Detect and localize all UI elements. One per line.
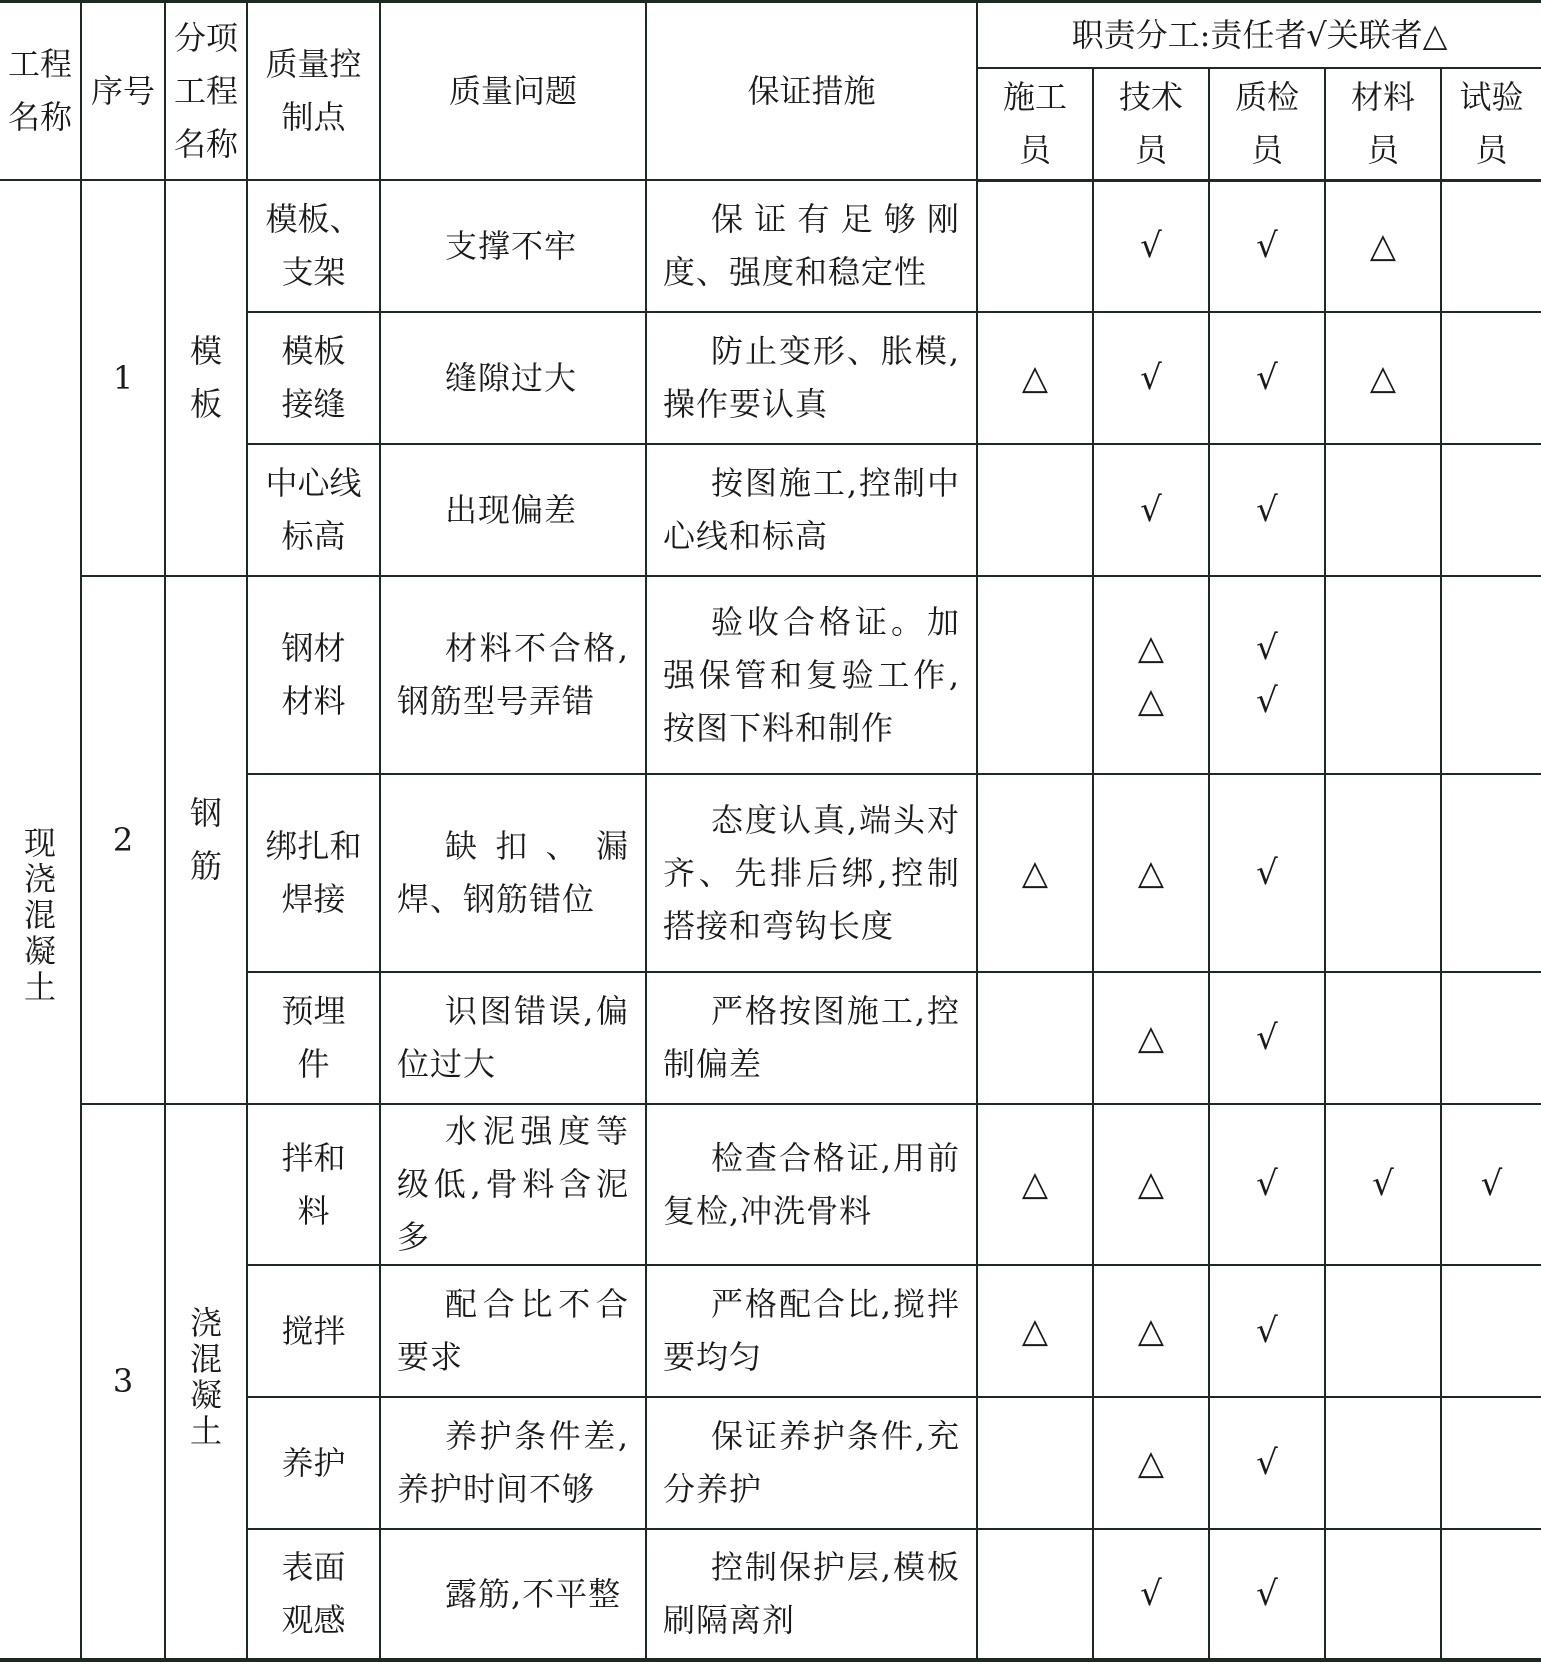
measure-cell: 保证有足够刚度、强度和稳定性 <box>646 180 977 312</box>
mark-cell-testing <box>1441 1529 1541 1660</box>
mark-cell-testing <box>1441 1397 1541 1529</box>
control-point-cell: 拌和料 <box>247 1104 380 1265</box>
mark-cell-construction <box>977 180 1093 312</box>
related-triangle-mark: △ <box>1137 681 1165 721</box>
mark-cell-testing <box>1441 1265 1541 1397</box>
mark-cell-material <box>1325 972 1441 1104</box>
mark-cell-construction <box>977 774 1093 972</box>
measure-cell: 防止变形、胀模,操作要认真 <box>646 312 977 444</box>
table-row <box>0 576 1541 774</box>
responsible-check-mark: √ <box>1256 1164 1278 1204</box>
header-row-1 <box>0 2 1541 69</box>
mark-cell-technical <box>1093 1265 1209 1397</box>
quality-issue-cell: 缝隙过大 <box>380 312 646 444</box>
control-point-cell: 预埋件 <box>247 972 380 1104</box>
related-triangle-mark: △ <box>1021 1164 1049 1204</box>
control-point-cell: 搅拌 <box>247 1265 380 1397</box>
mark-cell-technical <box>1093 1397 1209 1529</box>
group-name-cell: 浇混凝土 <box>165 1104 247 1660</box>
measure-cell: 严格配合比,搅拌要均匀 <box>646 1265 977 1397</box>
related-triangle-mark: △ <box>1021 852 1049 893</box>
responsible-check-mark: √ <box>1256 681 1278 721</box>
group-seq-cell: 1 <box>81 180 165 576</box>
measure-cell: 控制保护层,模板刷隔离剂 <box>646 1529 977 1660</box>
related-triangle-mark: △ <box>1137 852 1165 893</box>
header-role-inspector: 质检员 <box>1209 68 1325 180</box>
related-triangle-mark: △ <box>1137 1310 1165 1351</box>
measure-cell: 严格按图施工,控制偏差 <box>646 972 977 1104</box>
quality-issue-cell: 支撑不牢 <box>380 180 646 312</box>
table-row <box>0 180 1541 312</box>
header-role-testing: 试验员 <box>1441 68 1541 180</box>
table-row <box>0 1104 1541 1265</box>
quality-issue-cell: 出现偏差 <box>380 444 646 576</box>
header-role-technical: 技术员 <box>1093 68 1209 180</box>
mark-cell-construction <box>977 576 1093 774</box>
mark-cell-technical <box>1093 972 1209 1104</box>
control-point-cell: 养护 <box>247 1397 380 1529</box>
mark-cell-construction <box>977 1265 1093 1397</box>
mark-cell-material <box>1325 774 1441 972</box>
mark-cell-construction <box>977 1397 1093 1529</box>
mark-cell-material <box>1325 312 1441 444</box>
control-point-cell: 绑扎和焊接 <box>247 774 380 972</box>
responsible-check-mark: √ <box>1140 357 1162 398</box>
mark-cell-technical <box>1093 576 1209 774</box>
header-project-name: 工程名称 <box>0 2 81 181</box>
mark-cell-material <box>1325 444 1441 576</box>
quality-issue-cell: 配合比不合要求 <box>380 1265 646 1397</box>
mark-cell-inspector <box>1209 312 1325 444</box>
header-seq: 序号 <box>81 2 165 181</box>
related-triangle-mark: △ <box>1021 1310 1049 1351</box>
responsible-check-mark: √ <box>1256 1442 1278 1483</box>
mark-cell-technical <box>1093 180 1209 312</box>
header-sub-project: 分项工程名称 <box>165 2 247 181</box>
mark-cell-testing <box>1441 972 1541 1104</box>
mark-cell-technical <box>1093 444 1209 576</box>
mark-cell-technical <box>1093 774 1209 972</box>
related-triangle-mark: △ <box>1137 1164 1165 1204</box>
group-seq-cell: 3 <box>81 1104 165 1660</box>
mark-cell-technical <box>1093 1529 1209 1660</box>
responsible-check-mark: √ <box>1256 357 1278 398</box>
mark-cell-testing <box>1441 774 1541 972</box>
mark-cell-testing <box>1441 180 1541 312</box>
mark-cell-technical <box>1093 1104 1209 1265</box>
control-point-cell: 模板、支架 <box>247 180 380 312</box>
mark-cell-testing <box>1441 312 1541 444</box>
mark-cell-testing <box>1441 576 1541 774</box>
quality-issue-cell: 缺扣、漏焊、钢筋错位 <box>380 774 646 972</box>
responsible-check-mark: √ <box>1256 628 1278 668</box>
mark-cell-inspector <box>1209 180 1325 312</box>
group-name-cell: 钢筋 <box>165 576 247 1104</box>
mark-cell-construction <box>977 312 1093 444</box>
header-measures: 保证措施 <box>646 2 977 181</box>
mark-cell-construction <box>977 1104 1093 1265</box>
quality-issue-cell: 水泥强度等级低,骨料含泥多 <box>380 1104 646 1265</box>
measure-cell: 按图施工,控制中心线和标高 <box>646 444 977 576</box>
mark-cell-inspector <box>1209 1397 1325 1529</box>
mark-cell-inspector <box>1209 1529 1325 1660</box>
mark-cell-inspector <box>1209 774 1325 972</box>
group-seq-cell: 2 <box>81 576 165 1104</box>
header-responsibility: 职责分工:责任者√关联者△ <box>977 2 1541 69</box>
related-triangle-mark: △ <box>1021 357 1049 398</box>
header-issue: 质量问题 <box>380 2 646 181</box>
responsible-check-mark: √ <box>1256 1573 1278 1614</box>
related-triangle-mark: △ <box>1137 1017 1165 1058</box>
mark-cell-material <box>1325 576 1441 774</box>
header-role-material: 材料员 <box>1325 68 1441 180</box>
quality-issue-cell: 识图错误,偏位过大 <box>380 972 646 1104</box>
mark-cell-inspector <box>1209 444 1325 576</box>
mark-cell-construction <box>977 1529 1093 1660</box>
mark-cell-testing <box>1441 1104 1541 1265</box>
mark-cell-material <box>1325 1265 1441 1397</box>
quality-issue-cell: 材料不合格,钢筋型号弄错 <box>380 576 646 774</box>
responsible-check-mark: √ <box>1256 1310 1278 1351</box>
responsible-check-mark: √ <box>1256 852 1278 893</box>
project-name-cell: 现浇混凝土 <box>0 180 81 1660</box>
mark-cell-construction <box>977 972 1093 1104</box>
quality-issue-cell: 露筋,不平整 <box>380 1529 646 1660</box>
control-point-cell: 模板接缝 <box>247 312 380 444</box>
mark-cell-inspector <box>1209 576 1325 774</box>
control-point-cell: 表面观感 <box>247 1529 380 1660</box>
mark-cell-material <box>1325 1529 1441 1660</box>
related-triangle-mark: △ <box>1137 628 1165 668</box>
related-triangle-mark: △ <box>1369 357 1397 398</box>
control-point-cell: 钢材材料 <box>247 576 380 774</box>
mark-cell-technical <box>1093 312 1209 444</box>
group-name-cell: 模板 <box>165 180 247 576</box>
measure-cell: 验收合格证。加强保管和复验工作,按图下料和制作 <box>646 576 977 774</box>
mark-cell-material <box>1325 180 1441 312</box>
header-role-construction: 施工员 <box>977 68 1093 180</box>
responsible-check-mark: √ <box>1372 1164 1394 1204</box>
responsible-check-mark: √ <box>1140 489 1162 530</box>
mark-cell-inspector <box>1209 1104 1325 1265</box>
mark-cell-inspector <box>1209 972 1325 1104</box>
mark-cell-material <box>1325 1104 1441 1265</box>
mark-cell-material <box>1325 1397 1441 1529</box>
responsible-check-mark: √ <box>1256 489 1278 530</box>
responsible-check-mark: √ <box>1256 1017 1278 1058</box>
responsible-check-mark: √ <box>1140 225 1162 266</box>
responsible-check-mark: √ <box>1480 1164 1503 1204</box>
mark-cell-inspector <box>1209 1265 1325 1397</box>
measure-cell: 保证养护条件,充分养护 <box>646 1397 977 1529</box>
header-control-point: 质量控制点 <box>247 2 380 181</box>
related-triangle-mark: △ <box>1137 1442 1165 1483</box>
measure-cell: 态度认真,端头对齐、先排后绑,控制搭接和弯钩长度 <box>646 774 977 972</box>
quality-issue-cell: 养护条件差,养护时间不够 <box>380 1397 646 1529</box>
mark-cell-testing <box>1441 444 1541 576</box>
responsible-check-mark: √ <box>1140 1573 1162 1614</box>
responsible-check-mark: √ <box>1256 225 1278 266</box>
mark-cell-construction <box>977 444 1093 576</box>
related-triangle-mark: △ <box>1369 225 1397 266</box>
control-point-cell: 中心线标高 <box>247 444 380 576</box>
measure-cell: 检查合格证,用前复检,冲洗骨料 <box>646 1104 977 1265</box>
